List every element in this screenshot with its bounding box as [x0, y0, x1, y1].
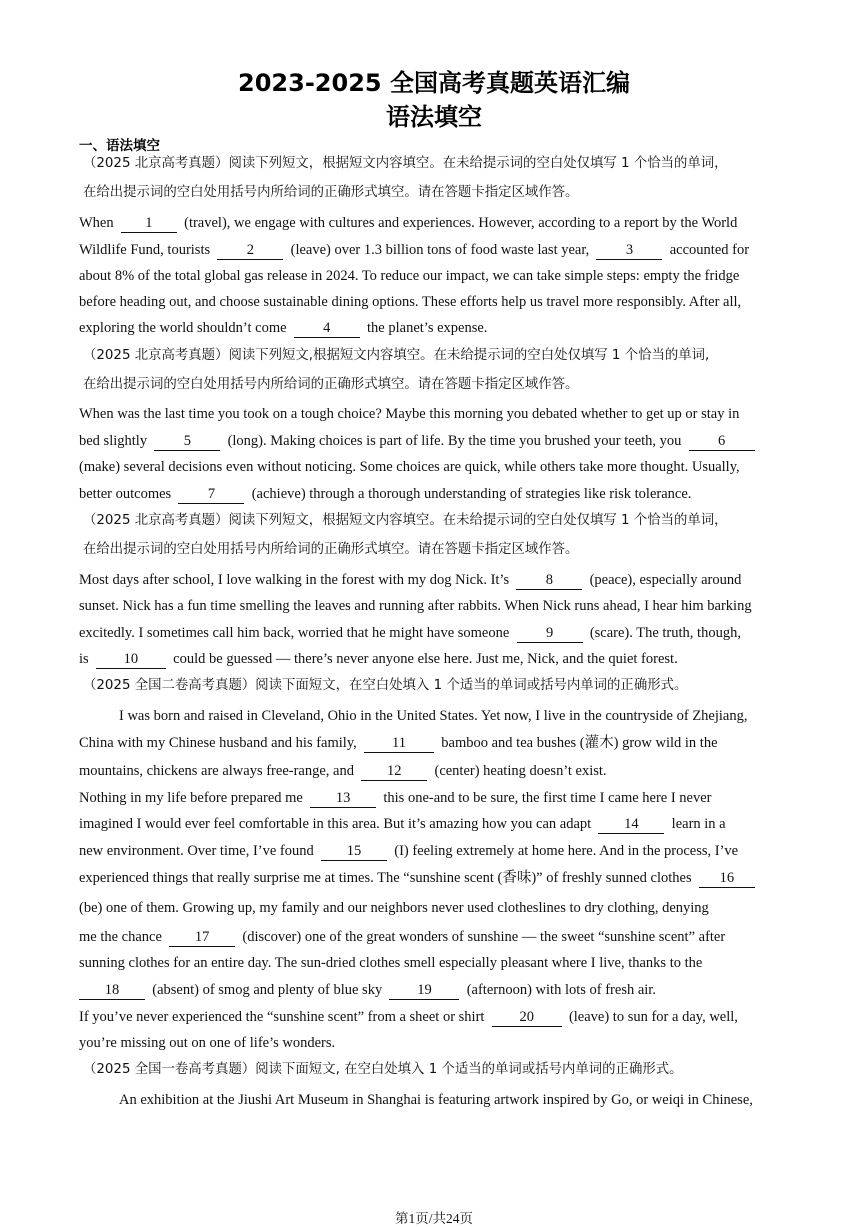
passage3-line	[79, 623, 791, 643]
answer-blank-7: 7	[178, 486, 244, 504]
passage4-line	[79, 733, 791, 753]
text-segment: If you’ve never experienced the “sunshine scent” from a sheet or shirt	[79, 1009, 485, 1025]
passage4-line	[79, 1007, 791, 1027]
passage4-line	[79, 814, 791, 834]
text-segment: (scare). The truth, though,	[589, 625, 741, 641]
passage4-instruction: （2025 全国二卷高考真题）阅读下面短文，在空白处填入 1 个适当的单词或括号内单词的正确形式。	[83, 678, 688, 693]
passage2-line	[79, 431, 791, 451]
text-segment: (center) heating doesn’t exist.	[434, 763, 607, 779]
passage4-line	[79, 953, 791, 973]
text-segment: (I) feeling extremely at home here. And in the process, I’ve	[394, 843, 739, 859]
text-segment: Nothing in my life before prepared me	[79, 790, 303, 806]
answer-blank-15: 15	[321, 843, 387, 861]
answer-blank-2: 2	[217, 242, 283, 260]
answer-blank-10: 10	[96, 651, 166, 669]
text-segment: (travel), we engage with cultures and experiences. However, according to a report by the World	[184, 215, 738, 231]
passage4-line: you’re missing out on one of life’s wonders.	[79, 1035, 336, 1051]
passage2-instruction-line2: 在给出提示词的空白处用括号内所给词的正确形式填空。请在答题卡指定区域作答。	[83, 377, 579, 392]
text-segment: better outcomes	[79, 486, 172, 502]
answer-blank-9: 9	[517, 625, 583, 643]
answer-blank-1: 1	[121, 215, 177, 233]
text-segment: (leave) over 1.3 billion tons of food waste last year,	[290, 242, 590, 258]
passage5-instruction: （2025 全国一卷高考真题）阅读下面短文, 在空白处填入 1 个适当的单词或括号内单词的正确形式。	[83, 1062, 683, 1077]
passage4-line	[79, 980, 791, 1000]
passage1-line	[79, 213, 791, 233]
answer-blank-8: 8	[516, 572, 582, 590]
passage5-line: An exhibition at the Jiushi Art Museum in Shanghai is featuring artwork inspired by Go, or weiqi in Chinese,	[119, 1092, 753, 1108]
passage1-line	[79, 318, 791, 338]
answer-blank-6: 6	[689, 433, 755, 451]
passage4-line	[79, 927, 791, 947]
passage3-line	[79, 649, 791, 669]
text-segment: new environment. Over time, I’ve found	[79, 843, 314, 859]
text-segment: (leave) to sun for a day, well,	[568, 1009, 738, 1025]
text-segment: When	[79, 215, 114, 231]
text-segment: (afternoon) with lots of fresh air.	[466, 982, 656, 998]
answer-blank-17: 17	[169, 929, 235, 947]
answer-blank-5: 5	[154, 433, 220, 451]
answer-blank-3: 3	[596, 242, 662, 260]
answer-blank-13: 13	[310, 790, 376, 808]
section-heading: 一、语法填空	[79, 138, 160, 154]
text-segment: sunning clothes for an entire day. The sun-dried clothes smell especially pleasant where I live, thanks to the	[79, 955, 703, 971]
document-title: 2023-2025 全国高考真题英语汇编	[238, 69, 630, 97]
passage1-line: before heading out, and choose sustainable dining options. These efforts help us travel more responsibly. After all,	[79, 294, 742, 310]
text-segment: (discover) one of the great wonders of sunshine — the sweet “sunshine scent” after	[242, 929, 726, 945]
text-segment: bed slightly	[79, 433, 148, 449]
passage3-line	[79, 570, 791, 590]
text-segment: exploring the world shouldn’t come	[79, 320, 287, 336]
text-segment: learn in a	[671, 816, 726, 832]
passage4-line: (be) one of them. Growing up, my family and our neighbors never used clotheslines to dry clothing, denying	[79, 900, 709, 916]
passage1-line: about 8% of the total global gas release in 2024. To reduce our impact, we can take simple steps: empty the fridge	[79, 268, 740, 284]
text-segment: China with my Chinese husband and his family,	[79, 735, 357, 751]
text-segment: mountains, chickens are always free-range, and	[79, 763, 354, 779]
passage4-line	[79, 761, 791, 781]
text-segment: this one-and to be sure, the first time I came here I never	[383, 790, 712, 806]
text-segment: could be guessed — there’s never anyone else here. Just me, Nick, and the quiet forest.	[173, 651, 678, 667]
text-segment: is	[79, 651, 89, 667]
passage2-line: When was the last time you took on a tough choice? Maybe this morning you debated whether to get up or stay in	[79, 406, 740, 422]
answer-blank-20: 20	[492, 1009, 562, 1027]
answer-blank-4: 4	[294, 320, 360, 338]
text-segment: experienced things that really surprise me at times. The “sunshine scent (香味)” of freshly sunned clothes	[79, 870, 692, 886]
answer-blank-14: 14	[598, 816, 664, 834]
answer-blank-19: 19	[389, 982, 459, 1000]
text-segment: (peace), especially around	[589, 572, 742, 588]
passage4-line	[79, 841, 791, 861]
answer-blank-11: 11	[364, 735, 434, 753]
text-segment: (achieve) through a thorough understanding of strategies like risk tolerance.	[251, 486, 692, 502]
passage4-line	[79, 868, 791, 888]
passage3-instruction-line1: （2025 北京高考真题）阅读下列短文，根据短文内容填空。在未给提示词的空白处仅填写 1 个恰当的单词，	[83, 513, 728, 528]
answer-blank-18: 18	[79, 982, 145, 1000]
text-segment: excitedly. I sometimes call him back, worried that he might have someone	[79, 625, 510, 641]
text-segment: accounted for	[669, 242, 750, 258]
document-subtitle: 语法填空	[386, 103, 482, 131]
text-segment: Wildlife Fund, tourists	[79, 242, 211, 258]
passage2-instruction-line1: （2025 北京高考真题）阅读下列短文,根据短文内容填空。在未给提示词的空白处仅填写 1 个恰当的单词,	[83, 348, 710, 363]
passage2-line	[79, 484, 791, 504]
passage4-line	[79, 788, 791, 808]
passage1-instruction-line1: （2025 北京高考真题）阅读下列短文，根据短文内容填空。在未给提示词的空白处仅填写 1 个恰当的单词，	[83, 156, 728, 171]
text-segment: (absent) of smog and plenty of blue sky	[152, 982, 383, 998]
text-segment: bamboo and tea bushes (灌木) grow wild in the	[441, 735, 718, 751]
text-segment: (long). Making choices is part of life. By the time you brushed your teeth, you	[227, 433, 682, 449]
text-segment: Most days after school, I love walking in the forest with my dog Nick. It’s	[79, 572, 510, 588]
passage2-line: (make) several decisions even without noticing. Some choices are quick, while others take more thought. Usually,	[79, 459, 740, 475]
answer-blank-16: 16	[699, 870, 755, 888]
page-footer: 第1页/共24页	[394, 1211, 473, 1226]
answer-blank-12: 12	[361, 763, 427, 781]
text-segment: imagined I would ever feel comfortable in this area. But it’s amazing how you can adapt	[79, 816, 592, 832]
text-segment: the planet’s expense.	[367, 320, 488, 336]
passage3-instruction-line2: 在给出提示词的空白处用括号内所给词的正确形式填空。请在答题卡指定区域作答。	[83, 542, 579, 557]
passage1-line	[79, 240, 791, 260]
passage1-instruction-line2: 在给出提示词的空白处用括号内所给词的正确形式填空。请在答题卡指定区域作答。	[83, 185, 579, 200]
passage4-line: I was born and raised in Cleveland, Ohio in the United States. Yet now, I live in the countryside of Zhejiang,	[119, 708, 748, 724]
text-segment: me the chance	[79, 929, 162, 945]
passage3-line: sunset. Nick has a fun time smelling the leaves and running after rabbits. When Nick runs ahead, I hear him barking	[79, 598, 752, 614]
